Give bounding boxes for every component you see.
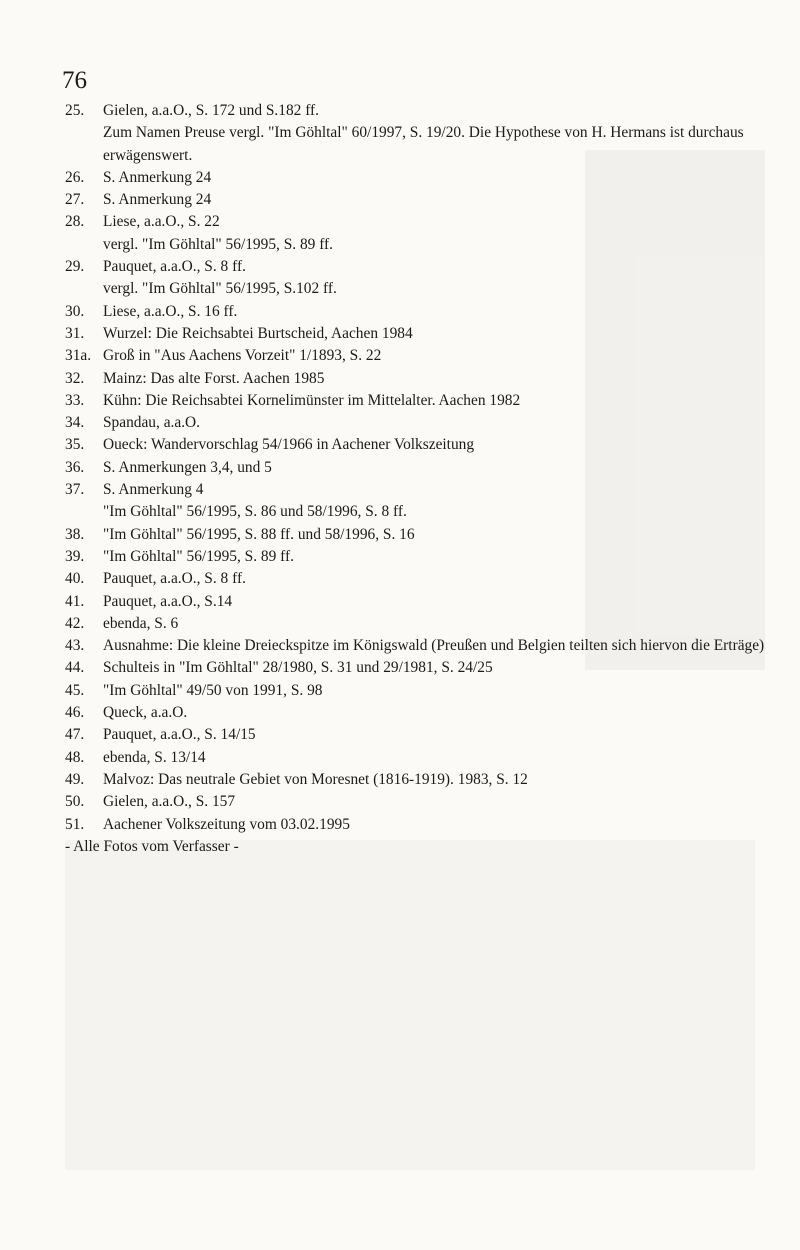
endnote-item (65, 412, 765, 434)
endnote-item (65, 211, 765, 256)
endnote-number: 37. (65, 481, 85, 499)
endnote-item (65, 702, 765, 724)
endnote-text (103, 479, 765, 524)
endnote-line: Liese, a.a.O., S. 16 ff. (103, 302, 238, 320)
endnote-text (103, 791, 765, 813)
endnote-number: 42. (65, 614, 85, 632)
endnote-line: Aachener Volkszeitung vom 03.02.1995 (103, 815, 350, 833)
endnote-line: Pauquet, a.a.O., S.14 (103, 592, 233, 610)
endnote-text (103, 769, 765, 791)
endnote-text (103, 568, 765, 590)
endnote-line: vergl. "Im Göhltal" 56/1995, S.102 ff. (103, 280, 337, 298)
endnote-line: Malvoz: Das neutrale Gebiet von Moresnet (1816-1919). 1983, S. 12 (103, 770, 528, 788)
endnote-item (65, 368, 765, 390)
endnote-number: 47. (65, 726, 85, 744)
endnote-line: Liese, a.a.O., S. 22 (103, 213, 220, 231)
endnote-line: Zum Namen Preuse vergl. "Im Göhltal" 60/1997, S. 19/20. Die Hypothese von H. Hermans ist durchaus erwägenswert. (103, 124, 744, 164)
endnote-item (65, 635, 765, 657)
endnote-text (103, 167, 765, 189)
endnote-text (103, 635, 765, 657)
endnote-line: Ausnahme: Die kleine Dreieckspitze im Königswald (Preußen und Belgien teilten sich hiervon die Erträge) (103, 637, 765, 655)
endnote-item (65, 724, 765, 746)
endnote-text (103, 345, 765, 367)
endnote-item (65, 524, 765, 546)
endnote-item (65, 479, 765, 524)
endnote-text (103, 457, 765, 479)
endnote-text (103, 657, 765, 679)
endnote-text (103, 412, 765, 434)
endnote-line: Kühn: Die Reichsabtei Kornelimünster im Mittelalter. Aachen 1982 (103, 391, 521, 409)
endnote-item (65, 390, 765, 412)
endnote-number: 30. (65, 302, 85, 320)
endnote-line: "Im Göhltal" 49/50 von 1991, S. 98 (103, 681, 323, 699)
endnote-number: 48. (65, 748, 85, 766)
endnote-line: Gielen, a.a.O., S. 157 (103, 793, 236, 811)
endnote-item (65, 189, 765, 211)
endnote-text (103, 368, 765, 390)
endnote-number: 46. (65, 704, 85, 722)
endnote-number: 51. (65, 815, 85, 833)
photo-credit: - Alle Fotos vom Verfasser - (65, 837, 239, 855)
endnote-line: "Im Göhltal" 56/1995, S. 89 ff. (103, 547, 294, 565)
endnote-line: Schulteis in "Im Göhltal" 28/1980, S. 31 und 29/1981, S. 24/25 (103, 659, 493, 677)
endnote-line: Gielen, a.a.O., S. 172 und S.182 ff. (103, 102, 320, 119)
endnote-item (65, 100, 765, 167)
endnote-text (103, 100, 765, 167)
endnote-text (103, 546, 765, 568)
endnote-text (103, 680, 765, 702)
page-number: 76 (62, 67, 87, 94)
endnote-number: 38. (65, 525, 85, 543)
endnote-item (65, 613, 765, 635)
endnote-number: 28. (65, 213, 85, 231)
endnote-item (65, 791, 765, 813)
endnote-item (65, 591, 765, 613)
endnote-number: 34. (65, 414, 85, 432)
endnote-line: Wurzel: Die Reichsabtei Burtscheid, Aachen 1984 (103, 324, 413, 342)
endnote-item (65, 301, 765, 323)
endnote-text (103, 613, 765, 635)
endnote-item (65, 434, 765, 456)
endnote-line: ebenda, S. 13/14 (103, 748, 206, 766)
endnote-number: 49. (65, 770, 85, 788)
endnote-number: 31a. (65, 347, 92, 365)
endnote-line: Spandau, a.a.O. (103, 414, 201, 432)
endnote-line: Oueck: Wandervorschlag 54/1966 in Aachener Volkszeitung (103, 436, 475, 454)
endnote-item (65, 546, 765, 568)
endnote-text (103, 256, 765, 301)
endnote-number: 32. (65, 369, 85, 387)
endnote-line: Queck, a.a.O. (103, 704, 188, 722)
endnote-item (65, 457, 765, 479)
endnote-item (65, 814, 765, 836)
endnote-number: 39. (65, 547, 85, 565)
endnote-item (65, 657, 765, 679)
endnote-number: 26. (65, 168, 85, 186)
endnote-number: 31. (65, 324, 85, 342)
endnote-line: S. Anmerkung 4 (103, 481, 204, 499)
endnote-number: 40. (65, 570, 85, 588)
endnote-item (65, 747, 765, 769)
endnote-text (103, 323, 765, 345)
endnote-item (65, 167, 765, 189)
endnote-text (103, 434, 765, 456)
endnote-line: S. Anmerkung 24 (103, 168, 212, 186)
endnote-line: Pauquet, a.a.O., S. 14/15 (103, 726, 256, 744)
show-through-shade-lower (65, 840, 755, 1170)
endnote-text (103, 301, 765, 323)
endnote-number: 36. (65, 458, 85, 476)
endnote-line: Pauquet, a.a.O., S. 8 ff. (103, 258, 246, 276)
endnote-line: Groß in "Aus Aachens Vorzeit" 1/1893, S. 22 (103, 347, 382, 365)
endnote-item (65, 323, 765, 345)
endnote-line: S. Anmerkung 24 (103, 191, 212, 209)
endnote-text (103, 211, 765, 256)
endnote-line: vergl. "Im Göhltal" 56/1995, S. 89 ff. (103, 235, 334, 253)
endnote-number: 27. (65, 191, 85, 209)
endnote-text (103, 724, 765, 746)
endnote-number: 29. (65, 258, 85, 276)
endnote-line: S. Anmerkungen 3,4, und 5 (103, 458, 272, 476)
endnote-number: 43. (65, 637, 85, 655)
endnote-number: 44. (65, 659, 85, 677)
endnote-number: 41. (65, 592, 85, 610)
endnote-line: "Im Göhltal" 56/1995, S. 88 ff. und 58/1996, S. 16 (103, 525, 415, 543)
endnote-item (65, 769, 765, 791)
endnote-text (103, 591, 765, 613)
endnote-number: 25. (65, 102, 85, 119)
endnote-number: 45. (65, 681, 85, 699)
endnote-line: Pauquet, a.a.O., S. 8 ff. (103, 570, 246, 588)
endnote-text (103, 702, 765, 724)
endnote-line: "Im Göhltal" 56/1995, S. 86 und 58/1996, S. 8 ff. (103, 503, 407, 521)
endnote-number: 35. (65, 436, 85, 454)
endnote-item (65, 256, 765, 301)
endnote-line: Mainz: Das alte Forst. Aachen 1985 (103, 369, 325, 387)
endnote-text (103, 747, 765, 769)
endnote-item (65, 568, 765, 590)
endnote-text (103, 814, 765, 836)
endnote-text (103, 189, 765, 211)
endnote-number: 50. (65, 793, 85, 811)
endnote-line: ebenda, S. 6 (103, 614, 179, 632)
endnote-number: 33. (65, 391, 85, 409)
endnote-item (65, 345, 765, 367)
endnote-item (65, 680, 765, 702)
endnotes-list (65, 100, 765, 858)
endnote-text (103, 524, 765, 546)
endnote-text (103, 390, 765, 412)
